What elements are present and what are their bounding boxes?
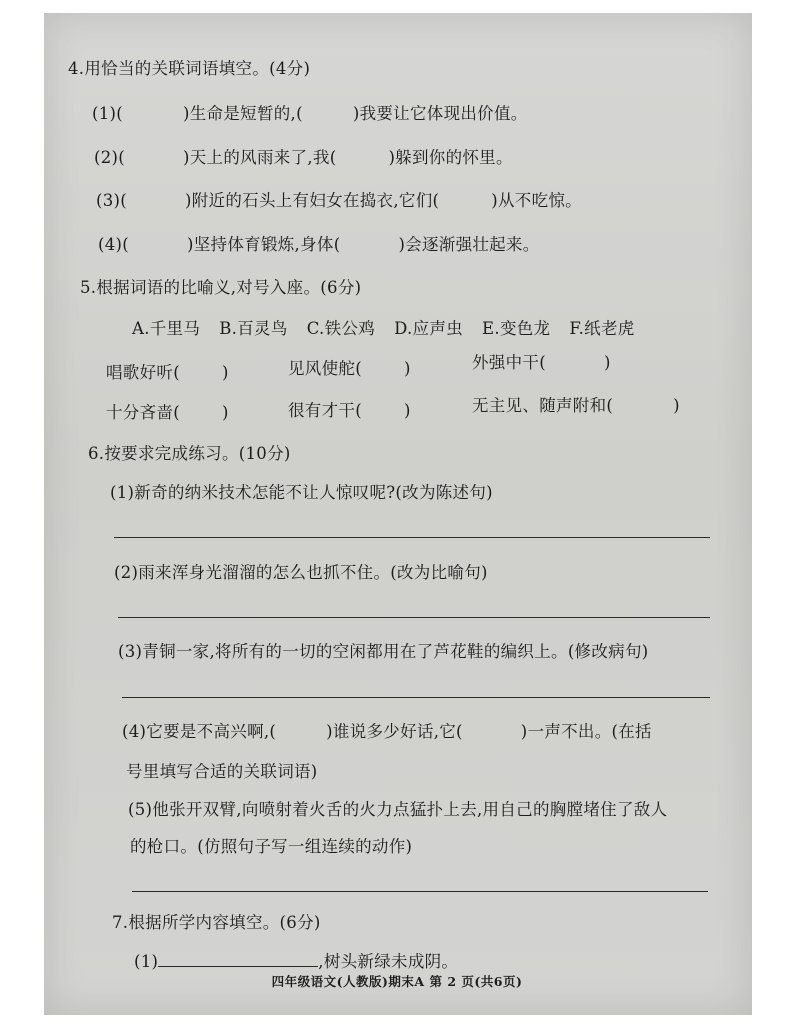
q6-answer-line-2[interactable] [118, 617, 710, 618]
q4-item-1: (1)( )生命是短暂的,( )我要让它体现出价值。 [92, 104, 528, 123]
q4-heading: 4.用恰当的关联词语填空。(4分) [68, 59, 311, 78]
q4-item-2: (2)( )天上的风雨来了,我( )躲到你的怀里。 [94, 148, 513, 167]
q6-answer-line-5[interactable] [132, 891, 708, 892]
q5-heading: 5.根据词语的比喻义,对号入座。(6分) [80, 278, 362, 297]
q6-heading: 6.按要求完成练习。(10分) [88, 444, 291, 463]
q7-heading: 7.根据所学内容填空。(6分) [112, 913, 321, 932]
q5-row-2b: 很有才干( ) [288, 401, 411, 420]
q7-blank-1[interactable] [158, 950, 318, 967]
q6-item-5-cont: 的枪口。(仿照句子写一组连续的动作) [130, 837, 413, 856]
q5-row-1b: 见风使舵( ) [288, 359, 411, 378]
q5-options: A.千里马 B.百灵鸟 C.铁公鸡 D.应声虫 E.变色龙 F.纸老虎 [132, 319, 635, 338]
q6-item-2: (2)雨来浑身光溜溜的怎么也抓不住。(改为比喻句) [114, 563, 488, 582]
q4-item-3: (3)( )附近的石头上有妇女在捣衣,它们( )从不吃惊。 [96, 191, 582, 210]
q5-row-2: 十分吝啬( ) [106, 403, 229, 422]
q6-item-3: (3)青铜一家,将所有的一切的空闲都用在了芦花鞋的编织上。(修改病句) [118, 642, 649, 661]
page-footer: 四年级语文(人教版)期末A 第 2 页(共6页) [271, 974, 523, 989]
q5-row-2c: 无主见、随声附和( ) [472, 396, 680, 415]
q6-item-5: (5)他张开双臂,向喷射着火舌的火力点猛扑上去,用自己的胸膛堵住了敌人 [128, 800, 668, 819]
q4-item-4: (4)( )坚持体育锻炼,身体( )会逐渐强壮起来。 [98, 235, 540, 254]
q5-row-1c: 外强中干( ) [472, 353, 611, 372]
q5-row-1: 唱歌好听( ) [106, 363, 229, 382]
q6-answer-line-3[interactable] [122, 697, 710, 698]
q6-item-1: (1)新奇的纳米技术怎能不让人惊叹呢?(改为陈述句) [110, 483, 493, 502]
q6-item-4: (4)它要是不高兴啊,( )谁说多少好话,它( )一声不出。(在括 [122, 722, 652, 741]
q6-item-4-cont: 号里填写合适的关联词语) [126, 762, 318, 781]
q6-answer-line-1[interactable] [114, 537, 710, 538]
q7-item-1: (1) ,树头新绿未成阴。 [134, 952, 459, 971]
